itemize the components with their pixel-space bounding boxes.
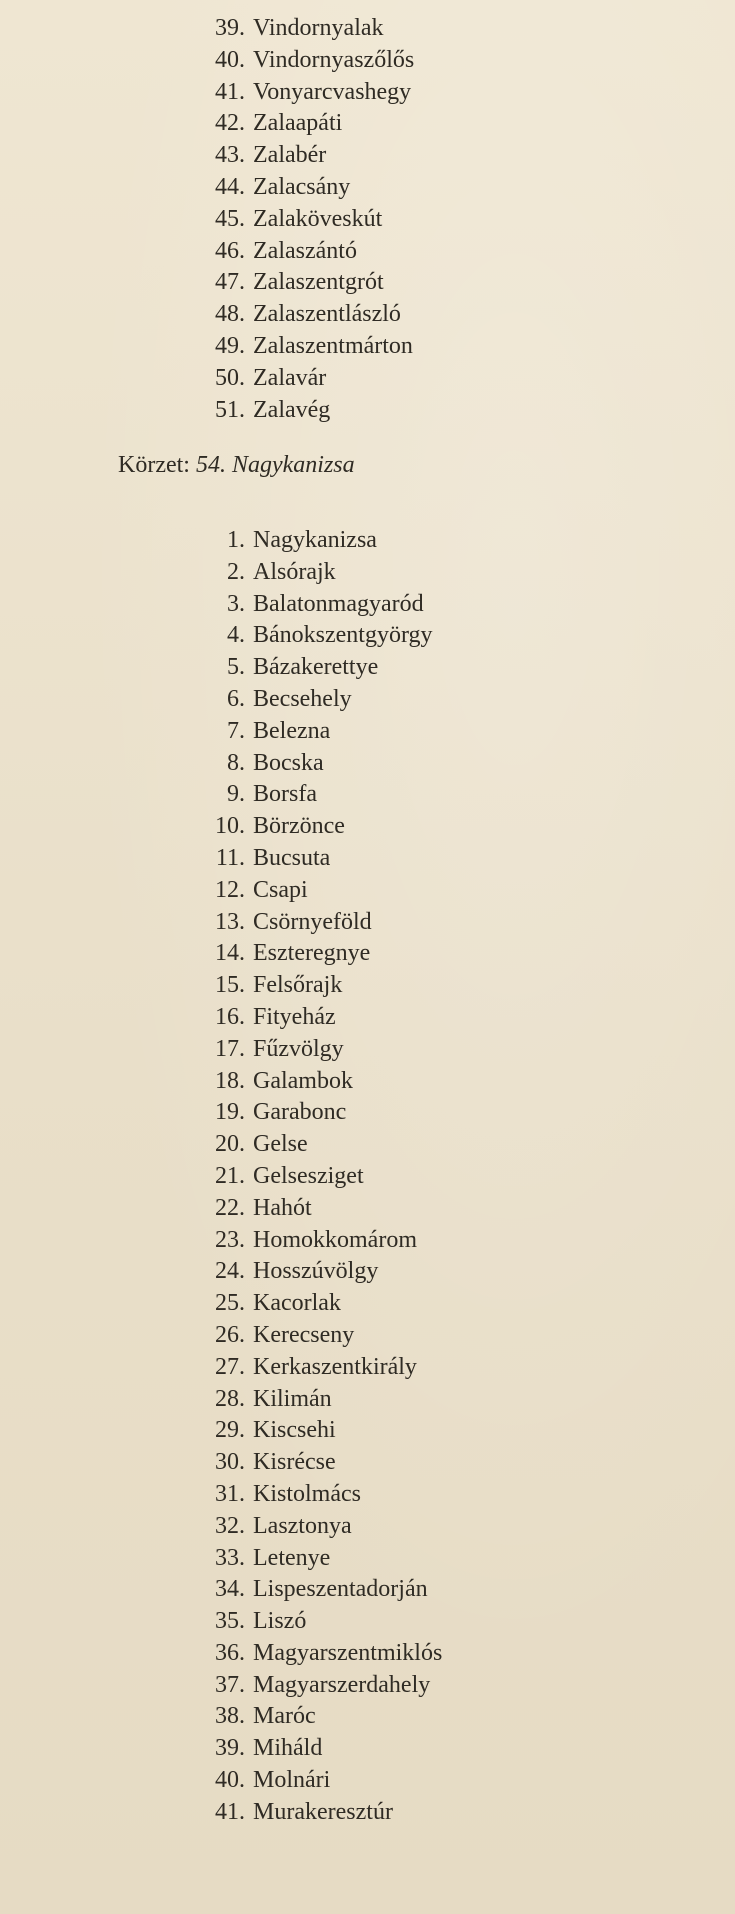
- district-name: 54. Nagykanizsa: [195, 452, 355, 478]
- list-item: [203, 1701, 442, 1733]
- entry-name: Letenye: [253, 1544, 331, 1571]
- entry-name: Felsőrajk: [253, 972, 343, 999]
- entry-number: 12.: [215, 876, 245, 903]
- entry-name: Csapi: [253, 876, 308, 903]
- list-item: [203, 1002, 442, 1034]
- entry-name: Csörnyeföld: [253, 908, 372, 935]
- list-item: [203, 1097, 442, 1129]
- entry-name: Nagykanizsa: [253, 527, 377, 553]
- entry-name: Belezna: [253, 717, 331, 744]
- list-item: [203, 748, 442, 780]
- entry-name: Zalavég: [253, 396, 331, 423]
- entry-name: Bocska: [253, 749, 324, 776]
- entry-number: 30.: [215, 1449, 245, 1476]
- entry-number: 6.: [227, 685, 245, 712]
- list-item: [203, 1415, 442, 1447]
- list-item: [203, 1320, 442, 1352]
- list-item: [203, 140, 414, 172]
- entry-name: Eszteregnye: [253, 940, 371, 967]
- entry-number: 34.: [215, 1576, 245, 1603]
- list-item: [203, 1447, 442, 1479]
- entry-name: Kerkaszentkirály: [253, 1353, 417, 1380]
- entry-number: 22.: [215, 1194, 245, 1221]
- list-item: [203, 299, 414, 331]
- entry-name: Molnári: [253, 1767, 331, 1794]
- entry-number: 37.: [215, 1671, 245, 1698]
- entry-number: 50.: [215, 364, 245, 391]
- list-item: [203, 1574, 442, 1606]
- entry-name: Maróc: [253, 1703, 316, 1730]
- entry-name: Kacorlak: [253, 1290, 341, 1317]
- entry-name: Kistolmács: [253, 1480, 361, 1507]
- entry-number: 41.: [215, 78, 245, 105]
- entry-number: 21.: [215, 1162, 245, 1189]
- list-item: [203, 1066, 442, 1098]
- entry-number: 17.: [215, 1035, 245, 1062]
- entry-number: 1.: [227, 527, 245, 553]
- list-item: [203, 1256, 442, 1288]
- entry-number: 25.: [215, 1290, 245, 1317]
- entry-name: Zalaapáti: [253, 110, 343, 137]
- list-item: [203, 1638, 442, 1670]
- entry-name: Zalaszántó: [253, 237, 357, 264]
- list-item: [203, 267, 414, 299]
- entry-name: Vonyarcvashegy: [253, 78, 412, 105]
- entry-name: Zalacsány: [253, 173, 351, 200]
- entry-name: Bucsuta: [253, 844, 331, 871]
- entry-name: Miháld: [253, 1735, 323, 1762]
- entry-name: Fityeház: [253, 1003, 336, 1030]
- entry-number: 24.: [215, 1258, 245, 1285]
- list-item: [203, 172, 414, 204]
- list-item: [203, 843, 442, 875]
- entry-number: 18.: [215, 1067, 245, 1094]
- entry-number: 5.: [227, 654, 245, 681]
- list-item: [203, 45, 414, 77]
- entry-number: 29.: [215, 1417, 245, 1444]
- entry-name: Zalaszentlászló: [253, 301, 401, 328]
- entry-name: Magyarszerdahely: [253, 1671, 431, 1698]
- entry-name: Alsórajk: [253, 558, 336, 585]
- entry-number: 11.: [215, 844, 245, 871]
- entry-number: 10.: [215, 813, 245, 840]
- list-item: [203, 1193, 442, 1225]
- entry-name: Zalaszentgrót: [253, 269, 384, 296]
- list-item: [203, 525, 442, 557]
- entry-number: 8.: [227, 749, 245, 776]
- list-item: [203, 779, 442, 811]
- list-item: [203, 1479, 442, 1511]
- entry-name: Gelsesziget: [253, 1162, 364, 1189]
- entry-name: Börzönce: [253, 813, 345, 840]
- list-item: [203, 938, 442, 970]
- entry-number: 48.: [215, 301, 245, 328]
- entry-name: Hosszúvölgy: [253, 1258, 379, 1285]
- entry-name: Kisrécse: [253, 1449, 336, 1476]
- entry-name: Galambok: [253, 1067, 353, 1094]
- entry-number: 44.: [215, 173, 245, 200]
- entry-name: Becsehely: [253, 685, 352, 712]
- list-item: [203, 331, 414, 363]
- list-item: [203, 1670, 442, 1702]
- list-item: [203, 13, 414, 45]
- list-item: [203, 589, 442, 621]
- entry-name: Vindornyaszőlős: [253, 46, 415, 73]
- list-item: [203, 620, 442, 652]
- entry-number: 49.: [215, 332, 245, 359]
- list-item: [203, 1765, 442, 1797]
- list-item: [203, 363, 414, 395]
- entry-number: 33.: [215, 1544, 245, 1571]
- entry-name: Garabonc: [253, 1099, 347, 1126]
- list-item: [203, 1129, 442, 1161]
- entry-number: 3.: [227, 590, 245, 617]
- list-item: [203, 1225, 442, 1257]
- list-item: [203, 395, 414, 427]
- district-label: Körzet:: [118, 452, 190, 478]
- list-item: [203, 1606, 442, 1638]
- list-item: [203, 875, 442, 907]
- entry-number: 38.: [215, 1703, 245, 1730]
- list-item: [203, 108, 414, 140]
- entry-number: 9.: [227, 781, 245, 808]
- entry-name: Magyarszentmiklós: [253, 1639, 443, 1666]
- entry-number: 16.: [215, 1003, 245, 1030]
- entry-number: 40.: [215, 1767, 245, 1794]
- list-item: [203, 907, 442, 939]
- entry-number: 39.: [215, 15, 245, 41]
- entry-number: 47.: [215, 269, 245, 296]
- entry-number: 26.: [215, 1321, 245, 1348]
- entry-name: Zalabér: [253, 142, 327, 169]
- entry-name: Lispeszentadorján: [253, 1576, 428, 1603]
- entry-name: Zalavár: [253, 364, 327, 391]
- list-item: [203, 1288, 442, 1320]
- entry-name: Liszó: [253, 1608, 307, 1635]
- district-heading: [118, 450, 355, 482]
- list-item: [203, 204, 414, 236]
- entry-name: Fűzvölgy: [253, 1035, 344, 1062]
- entry-name: Gelse: [253, 1131, 308, 1158]
- entry-number: 43.: [215, 142, 245, 169]
- entry-name: Balatonmagyaród: [253, 590, 424, 617]
- entry-name: Kiscsehi: [253, 1417, 336, 1444]
- entry-name: Kilimán: [253, 1385, 332, 1412]
- entry-number: 4.: [227, 622, 245, 649]
- entry-number: 46.: [215, 237, 245, 264]
- list-item: [203, 557, 442, 589]
- entry-name: Lasztonya: [253, 1512, 352, 1539]
- entry-name: Bázakerettye: [253, 654, 379, 681]
- entry-number: 14.: [215, 940, 245, 967]
- entry-number: 28.: [215, 1385, 245, 1412]
- entry-name: Zalaköveskút: [253, 205, 383, 232]
- entry-number: 2.: [227, 558, 245, 585]
- entry-number: 32.: [215, 1512, 245, 1539]
- entry-number: 41.: [215, 1798, 245, 1825]
- list-item: [203, 1161, 442, 1193]
- entry-number: 27.: [215, 1353, 245, 1380]
- entry-number: 31.: [215, 1480, 245, 1507]
- entry-number: 39.: [215, 1735, 245, 1762]
- entry-number: 42.: [215, 110, 245, 137]
- settlement-list-continued: [203, 13, 414, 426]
- entry-number: 15.: [215, 972, 245, 999]
- entry-number: 40.: [215, 46, 245, 73]
- settlement-list-nagykanizsa: [203, 525, 442, 1829]
- entry-number: 45.: [215, 205, 245, 232]
- entry-name: Murakeresztúr: [253, 1798, 393, 1825]
- entry-number: 36.: [215, 1639, 245, 1666]
- list-item: [203, 811, 442, 843]
- entry-number: 23.: [215, 1226, 245, 1253]
- entry-number: 35.: [215, 1608, 245, 1635]
- entry-number: 7.: [227, 717, 245, 744]
- list-item: [203, 1543, 442, 1575]
- entry-name: Kerecseny: [253, 1321, 355, 1348]
- list-item: [203, 1352, 442, 1384]
- entry-name: Borsfa: [253, 781, 317, 808]
- entry-number: 19.: [215, 1099, 245, 1126]
- list-item: [203, 716, 442, 748]
- list-item: [203, 1384, 442, 1416]
- list-item: [203, 1797, 442, 1829]
- list-item: [203, 77, 414, 109]
- list-item: [203, 652, 442, 684]
- list-item: [203, 684, 442, 716]
- list-item: [203, 1511, 442, 1543]
- list-item: [203, 1034, 442, 1066]
- entry-number: 51.: [215, 396, 245, 423]
- entry-number: 13.: [215, 908, 245, 935]
- entry-name: Zalaszentmárton: [253, 332, 413, 359]
- entry-name: Homokkomárom: [253, 1226, 417, 1253]
- entry-name: Vindornyalak: [253, 15, 384, 41]
- list-item: [203, 970, 442, 1002]
- entry-name: Hahót: [253, 1194, 312, 1221]
- list-item: [203, 236, 414, 268]
- entry-number: 20.: [215, 1131, 245, 1158]
- entry-name: Bánokszentgyörgy: [253, 622, 433, 649]
- list-item: [203, 1733, 442, 1765]
